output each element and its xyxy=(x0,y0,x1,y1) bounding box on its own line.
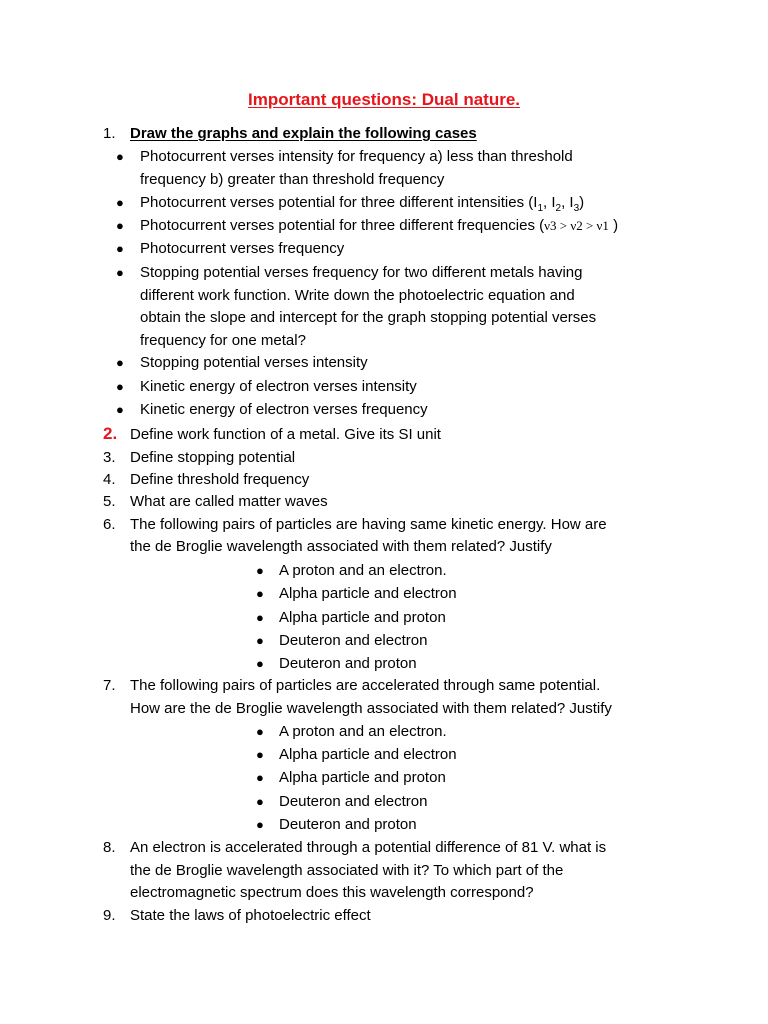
q6-item-3: Alpha particle and proton xyxy=(279,609,446,626)
question-5-text: What are called matter waves xyxy=(130,493,328,510)
question-number-8: 8. xyxy=(103,839,116,856)
bullet-icon: ● xyxy=(116,149,124,164)
q1-bullet-5-line-1: Stopping potential verses frequency for two different metals having xyxy=(140,264,583,281)
q1-bullet-1-line-2: frequency b) greater than threshold frequency xyxy=(140,171,445,188)
question-3-text: Define stopping potential xyxy=(130,449,296,466)
q1-bullet-2-sep-2: , I xyxy=(561,194,574,211)
bullet-icon: ● xyxy=(256,794,264,809)
q7-item-5: Deuteron and proton xyxy=(279,816,417,833)
question-7-line-1: The following pairs of particles are accelerated through same potential. xyxy=(130,677,601,694)
intensity-1-subscript: 1 xyxy=(537,203,543,214)
bullet-icon: ● xyxy=(116,241,124,256)
question-1-heading: Draw the graphs and explain the following cases xyxy=(130,125,477,142)
intensity-2-subscript: 2 xyxy=(555,203,562,214)
bullet-icon: ● xyxy=(256,817,264,832)
question-7-line-2: How are the de Broglie wavelength associated with them related? Justify xyxy=(130,700,612,717)
page-title: Important questions: Dual nature. xyxy=(247,90,521,109)
bullet-icon: ● xyxy=(116,379,124,394)
q1-bullet-8: Kinetic energy of electron verses frequency xyxy=(140,401,428,418)
q6-item-1: A proton and an electron. xyxy=(279,562,447,579)
q1-bullet-3-end: ) xyxy=(608,217,619,234)
bullet-icon: ● xyxy=(256,563,264,578)
question-number-7: 7. xyxy=(103,677,116,694)
frequency-order: ν3 > ν2 > ν1 xyxy=(544,218,609,233)
bullet-icon: ● xyxy=(116,402,124,417)
q1-bullet-4: Photocurrent verses frequency xyxy=(140,240,345,257)
question-number-2: 2. xyxy=(103,424,118,443)
question-number-9: 9. xyxy=(103,907,116,924)
bullet-icon: ● xyxy=(116,195,124,210)
question-number-4: 4. xyxy=(103,471,116,488)
question-4-text: Define threshold frequency xyxy=(130,471,310,488)
q1-bullet-6: Stopping potential verses intensity xyxy=(140,354,368,371)
q7-item-4: Deuteron and electron xyxy=(279,793,428,810)
q1-bullet-5-line-3: obtain the slope and intercept for the graph stopping potential verses xyxy=(140,309,597,326)
q1-bullet-2 xyxy=(140,192,584,214)
q1-bullet-5-line-4: frequency for one metal? xyxy=(140,332,306,349)
bullet-icon: ● xyxy=(116,218,124,233)
q1-bullet-2-sep-1: , I xyxy=(543,194,556,211)
question-number-1: 1. xyxy=(103,125,116,142)
question-8-line-3: electromagnetic spectrum does this wavelength correspond? xyxy=(130,884,534,901)
question-2-text: Define work function of a metal. Give its SI unit xyxy=(130,426,441,443)
question-number-6: 6. xyxy=(103,516,116,533)
q7-item-1: A proton and an electron. xyxy=(279,723,447,740)
intensity-3-subscript: 3 xyxy=(573,203,580,214)
bullet-icon: ● xyxy=(116,265,124,280)
question-8-line-1: An electron is accelerated through a potential difference of 81 V. what is xyxy=(130,839,607,856)
bullet-icon: ● xyxy=(256,770,264,785)
bullet-icon: ● xyxy=(256,610,264,625)
question-8-line-2: the de Broglie wavelength associated with it? To which part of the xyxy=(130,862,564,879)
bullet-icon: ● xyxy=(256,633,264,648)
question-6-line-1: The following pairs of particles are having same kinetic energy. How are xyxy=(130,516,607,533)
q1-bullet-1-line-1: Photocurrent verses intensity for frequency a) less than threshold xyxy=(140,148,573,165)
question-6-line-2: the de Broglie wavelength associated with them related? Justify xyxy=(130,538,552,555)
q6-item-2: Alpha particle and electron xyxy=(279,585,457,602)
q1-bullet-5-line-2: different work function. Write down the photoelectric equation and xyxy=(140,287,575,304)
question-number-5: 5. xyxy=(103,493,116,510)
q1-bullet-3 xyxy=(140,215,618,237)
q1-bullet-3-text: Photocurrent verses potential for three different frequencies ( xyxy=(140,217,545,234)
bullet-icon: ● xyxy=(256,747,264,762)
bullet-icon: ● xyxy=(116,355,124,370)
q1-bullet-2-text: Photocurrent verses potential for three different intensities (I xyxy=(140,194,538,211)
q7-item-3: Alpha particle and proton xyxy=(279,769,446,786)
question-9-text: State the laws of photoelectric effect xyxy=(130,907,371,924)
bullet-icon: ● xyxy=(256,586,264,601)
question-number-3: 3. xyxy=(103,449,116,466)
q6-item-5: Deuteron and proton xyxy=(279,655,417,672)
q7-item-2: Alpha particle and electron xyxy=(279,746,457,763)
bullet-icon: ● xyxy=(256,724,264,739)
q1-bullet-7: Kinetic energy of electron verses intensity xyxy=(140,378,417,395)
bullet-icon: ● xyxy=(256,656,264,671)
q6-item-4: Deuteron and electron xyxy=(279,632,428,649)
q1-bullet-2-end: ) xyxy=(579,194,585,211)
